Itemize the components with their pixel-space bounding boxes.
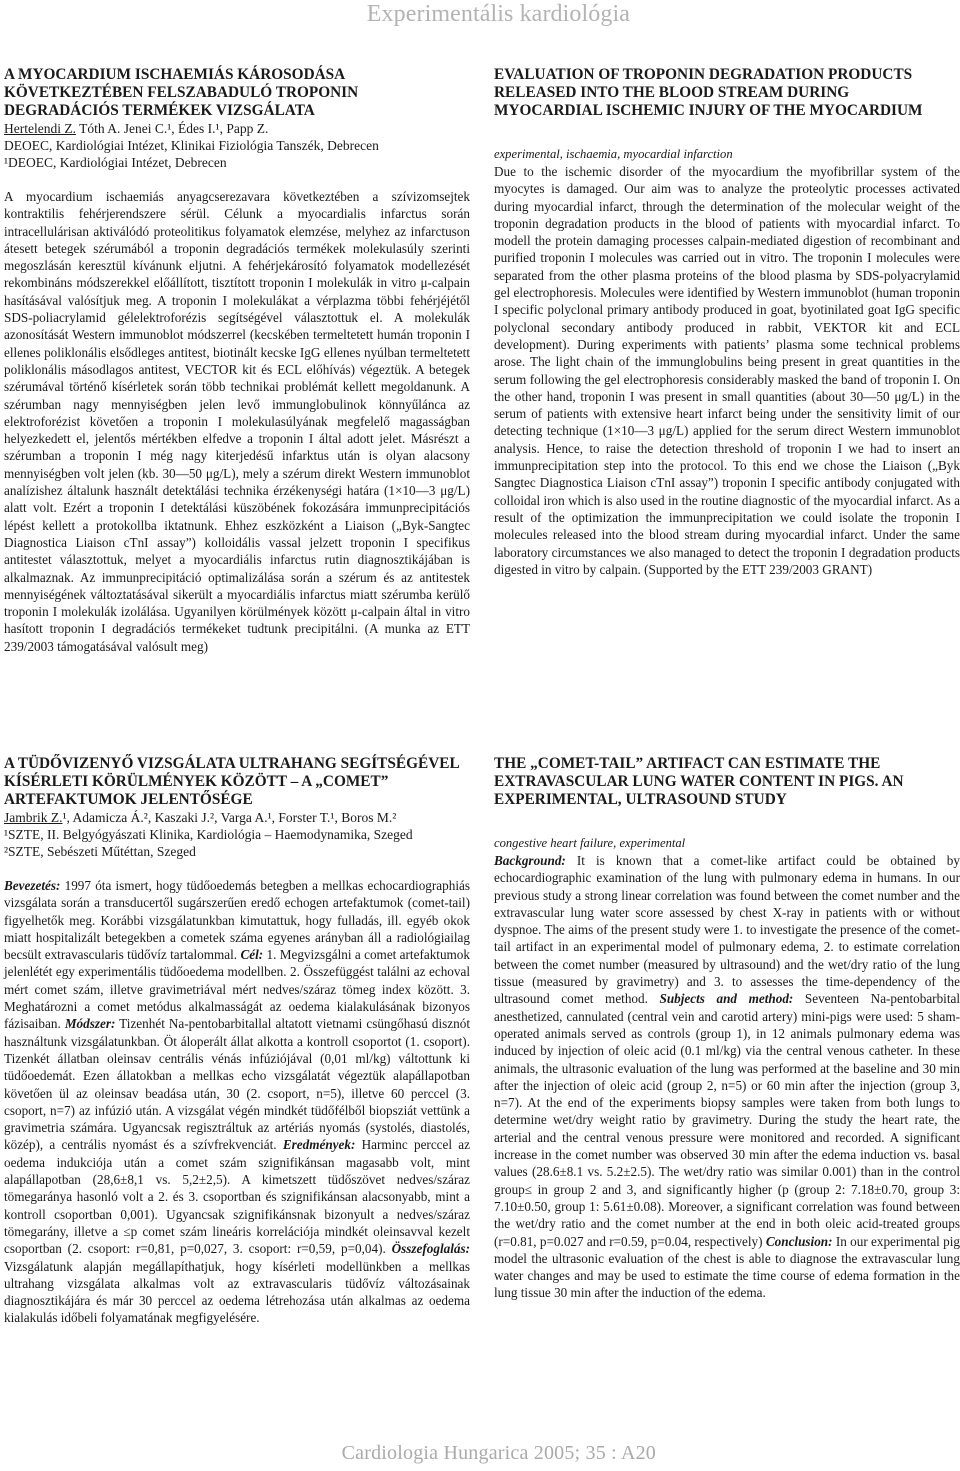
affiliation: ²SZTE, Sebészeti Műtéttan, Szeged [4,844,196,859]
affiliation: ¹DEOEC, Kardiológiai Intézet, Debrecen [4,155,227,170]
section-label: Eredmények: [282,1137,356,1153]
abstract-en-comet [494,755,960,1302]
abstract-title: THE „COMET-TAIL” ARTIFACT CAN ESTIMATE THE EXTRAVASCULAR LUNG WATER CONTENT IN PIGS. AN EXPERIMENTAL, ULTRASOUND STUDY [494,755,904,808]
affiliation: DEOEC, Kardiológiai Intézet, Klinikai Fiziológia Tanszék, Debrecen [4,138,379,153]
section-text: 1997 óta ismert, hogy tüdőoedemás betegben a mellkas echocardiographiás vizsgálata során a transducertől sugárszerűen eredő echogen artefaktumok (comet-tail) figyelhetők meg. Korábbi vizsgálatunkban kimutattuk, hogy fulladás, ill. egyéb okok miatt hospitalizált betegekben a cometek száma egyenes arányban áll a radiológiailag becsült extravascularis tüdővíz tartalommal. [4,878,470,963]
abstract-title: A TÜDŐVIZENYŐ VIZSGÁLATA ULTRAHANG SEGÍTSÉGÉVEL KÍSÉRLETI KÖRÜLMÉNYEK KÖZÖTT – A „COMET” ARTEFAKTUMOK JELENTŐSÉGE [4,755,459,808]
section-header: Experimentális kardiológia [366,1,630,27]
abstract-title: A MYOCARDIUM ISCHAEMIÁS KÁROSODÁSA KÖVETKEZTÉBEN FELSZABADULÓ TROPONIN DEGRADÁCIÓS TERMÉKEK VIZSGÁLATA [4,66,359,119]
coauthors: ¹, Adamicza Á.², Kaszaki J.², Varga A.¹, Forster T.¹, Boros M.² [62,810,397,825]
abstract-en-troponin [494,66,960,578]
abstract-hu-troponin [4,66,470,655]
presenting-author: Hertelendi Z. [4,121,76,136]
section-text: Tizenhét Na-pentobarbitallal altatott vietnami csüngőhasú disznót használtunk vizsgálatunkban. Öt áloperált állat alkotta a kontroll csoportot (1. csoport). Tizenkét állatban oleinsav centrális vénás infúziójával (0,01 ml/kg) váltottunk ki tüdőoedemát. Ezen állatokban a mellkas echo vizsgálatát végeztük alapállapotban követően ül az oleinsav beadása után, 30 (2. csoport, n=5), illetve 60 perccel (3. csoport, n=7) az infúzió után. A vizsgálat végén mindkét tüdőfélből biopsziát vettünk a gravimetria számára. Ugyancsak regisztráltuk az artériás nyomás (systolés, diastolés, közép), a centrális nyomást és a szívfrekvenciát. [4,1016,471,1153]
section-text: 1. Megvizsgálni a comet artefaktumok jelenlétét egy experimentális tüdőoedema modellben. 2. Összefüggést találni az echoval mért comet szám, illetve gravimetriával mért nedves/száraz tömeg index között. 3. Meghatározni a comet metódus alkalmasságát az oedema kialakulásának bizonyos fázisaiban. [4,947,470,1032]
abstract-hu-comet [4,755,470,1327]
presenting-author: Jambrik Z. [4,810,63,825]
abstract-authors [4,120,470,137]
section-text: Seventeen Na-pentobarbital anesthetized, cannulated (central vein and carotid artery) mini-pigs were used: 5 sham-operated animals served as controls (group 1), in 12 animals pulmonary edema was induced by injection of oleic acid (0.1 ml/kg) via the central venous catheter. In these animals, the ultrasonic evaluation of the lung was performed at the baseline and 30 min after the injection of oleic acid (group 2, n=5) or 60 min after the injection (group 3, n=7). At the end of the experiments biopsy samples were taken from both lungs to determine wet/dry weight ratio by gravimetry. During the study the heart rate, the arterial and the central venous pressure were monitored and recorded. A significant increase in the comet number was observed 30 min after the edema induction vs. basal values (28.6±8.1 vs. 5.2±2.5). The wet/dry ratio was similar 0.001) than in the control group≤ in group 2 and 3, and significantly higher (p (group 2: 7.18±0.70, group 3: 7.10±0.50, group 1: 5.61±0.08). Moreover, a significant correlation was found between the wet/dry ratio and the comet number at the end in both oleic acid-treated groups (r=0.81, p=0.027 and r=0.59, p=0.04, respectively) [494,991,960,1249]
section-text: Vizsgálatunk alapján megállapíthatjuk, hogy kísérleti modellünkben a mellkas ultrahang vizsgálata alkalmas volt az extravascularis tüdővíz változásainak diagnosztikájára és már 30 perccel az oedema létrehozása után alkalmas az oedema kialakulás időbeli folyamatának megfigyelésére. [4,1258,470,1326]
section-label: Background: [494,853,566,868]
section-label: Subjects and method: [659,991,794,1007]
abstract-body: A myocardium ischaemiás anyagcserezavara következtében a szívizomsejtek kontraktilis fehérjerendszere sérül. Célunk a myocardialis infarctus során intracellulárisan aktiválódó proteolitikus folyamatok elemzése, melyhez az infarctuson átesett betegek szérumából a troponin degradációs termékek molekulasúly szerinti megoszlásán keresztül kívánunk eljutni. A fehérjekárosító folyamatok modellezését rekombináns módszerekkel előállított, tisztított troponin I molekulák in vitro μ-calpain hasításával valósítjuk meg. A troponin I molekulákat a vérplazma többi fehérjéjétől SDS-poliacrylamid gélelektroforézis segítségével választottuk el. A molekulák azonosítását Western immunoblot módszerrel (kecskében termeltetett humán troponin I ellenes poliklonális elsődleges antitest, biotinált kecske IgG ellenes nyúlban termeltetett poliklonális másodlagos antitest, VECTOR kit és ECL előhívás) végeztük. A betegek szérumával történő kísérletek során több technikai problémát kellett megoldanunk. A szérumban nagy mennyiségben jelen levő immunglobulinok könnyűlánca az elektroforézist követően a troponin I molekulasúlyának megfelelő magasságban helyezkedett el, jelentős mértékben elfedve a troponin I által adott jelet. Másrészt a szérumban a troponin I még nagy kiterjedésű infarktus után is olyan alacsony mennyiségben volt jelen (kb. 30—50 μg/L), mely a szérum direkt Western immunoblot analízishez általunk használt detektálási technika érzékenységi határa (1×10—3 μg/L) alatt volt. Ezért a troponin I detektálási küszöbének fokozására immunprecipitációs lépést kellett a protokollba iktatnunk. Ehhez eszközként a Liaison („Byk-Sangtec Diagnostica Liaison cTnI assay”) kolloidális vassal jelzett troponin I specifikus antitestet választottuk, melyet a myocardiális infarctus rutin diagnosztikájában is alkalmaznak. Az immunprecipitáció optimalizálása során a szérum és az antitestek mennyiségének változtatásával sikerült a myocardiális infarctus miatt szérumba kerülő troponin I molekulák izolálása. Ugyanilyen körülmények között μ-calpain által in vitro hasított troponin I degradációs termékeket tudtunk precipitálni. (A munka az ETT 239/2003 támogatásával valósult meg) [4,189,470,654]
section-text: It is known that a comet-like artifact could be obtained by echocardiographic examination of the lung with pulmonary edema in humans. In our previous study a strong linear correlation was found between the comet number and the extravascular lung water score assessed by chest X-ray in patients with or without dyspnoe. The aims of the present study were 1. to investigate the presence of the comet-tail artifact in an experimental model of pulmonary edema, 2. to estimate correlation between the comet number (measured by ultrasound) and the wet/dry ratio of the lung tissue (measured by gravimetry) and 3. to assesses the time-dependency of the ultrasound comet method. [494,853,960,1007]
abstract-title: EVALUATION OF TROPONIN DEGRADATION PRODUCTS RELEASED INTO THE BLOOD STREAM DURING MYOCARDIAL ISCHEMIC INJURY OF THE MYOCARDIUM [494,66,923,119]
section-text: Harminc perccel az oedema indukciója után a comet szám szignifikánsan magasabb volt, mint alapállapotban (28,6±8,1 vs. 5,2±2,5). A kimetszett tüdőszövet nedves/száraz tömegaránya hasonló volt a 2. és 3. csoportban és szignifikánsan alacsonyabb, mint a kontroll csoportban 0,001). Ugyancsak szignifikánsnak bizonyult a nedves/száraz tömegarány, illetve a ≤p comet szám lineáris korrelációja mindkét oleinsavval kezelt csoportban (2. csoport: r=0,81, p=0,027, 3. csoport: r=0,59, p=0,04). [4,1137,470,1257]
abstract-body: Due to the ischemic disorder of the myocardium the myofibrillar system of the myocytes is damaged. Our aim was to analyze the proteolytic processes activated during myocardial infarct, through the determination of the molecular weight of the troponin degradation products in the blood of patients with myocardial infarct. To modell the protein damaging processes calpain-mediated digestion of recombinant and purified troponin I molecules was carried out in vitro. The troponin I molecules were separated from the other plasma proteins of the blood plasma by SDS-polyacrylamid gel electrophoresis. Molecules were identified by Western immunoblot (human troponin I specific polyclonal primary antibody produced in goat, byotinilated goat IgG specific polyclonal secondary antibody produced in rabbit, VEKTOR kit and ECL development). During experiments with patients’ plasma some technical problems arose. The light chain of the immunglobulins being present in great quantities in the serum following the gel electrophoresis considerably masked the band of troponin I. On the other hand, troponin I was present in small quantities (about 30—50 μg/L) in the serum of patients with extensive heart infarct being under the sensitivity limit of our detecting technique (1×10—3 μg/L) applied for the serum direct Western immunoblot analysis. Hence, to raise the detection threshold of troponin I we had to insert an immunprecipitation step into the protocol. To this end we chose the Liaison („Byk Sangtec Diagnostica Liaison cTnI assay”) troponin I specific antibody conjugated with colloidal iron which is also used in the routine diagnostic of the myocardial infarct. As a result of the optimization the immunprecipitation we could isolate the troponin I molecules released into the blood stream during myocardial infarct. Under the same laboratory circumstances we also managed to detect the troponin I degradation products digested in vitro by calpain. (Supported by the ETT 239/2003 GRANT) [494,164,960,577]
section-label: Conclusion: [765,1233,833,1249]
section-label: Módszer: [64,1016,116,1032]
affiliation: ¹SZTE, II. Belgyógyászati Klinika, Kardiológia – Haemodynamika, Szeged [4,827,413,842]
section-label: Bevezetés: [4,878,61,893]
abstract-keywords: experimental, ischaemia, myocardial infarction [494,147,733,161]
section-label: Összefoglalás: [391,1241,470,1257]
abstract-keywords: congestive heart failure, experimental [494,836,686,850]
coauthors: Tóth A. Jenei C.¹, Édes I.¹, Papp Z. [75,121,269,136]
abstract-body [494,852,960,1302]
abstract-body [4,877,470,1327]
section-text: In our experimental pig model the ultrasonic evaluation of the chest is able to diagnose the extravascular lung water changes and may be used to estimate the time course of edema formation in the lung tissue 30 min after the induction of the edema. [494,1233,960,1301]
section-label: Cél: [240,947,264,963]
abstract-authors [4,809,470,826]
journal-citation: Cardiologia Hungarica 2005; 35 : A20 [341,1442,656,1464]
